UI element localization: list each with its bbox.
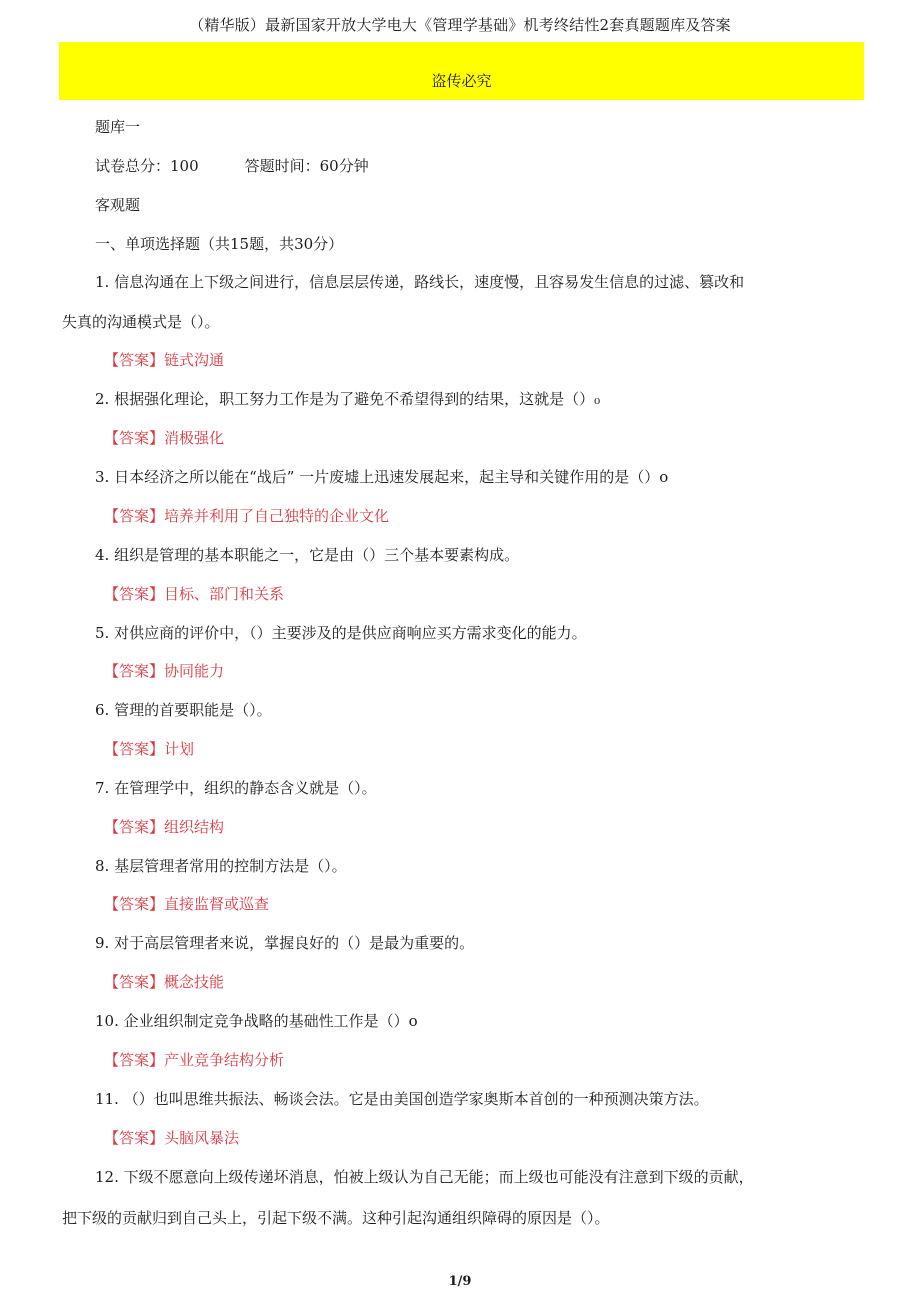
question-9: 9. 对于高层管理者来说，掌握良好的（）是最为重要的。 [95,934,475,952]
question-10: 10. 企业组织制定竞争战略的基础性工作是（）o [95,1012,418,1030]
question-6: 6. 管理的首要职能是（）。 [95,701,272,719]
answer-11: 【答案】头脑风暴法 [104,1129,240,1147]
total-score: 试卷总分：100 [95,157,199,175]
document-header-title: （精华版）最新国家开放大学电大《管理学基础》机考终结性2套真题题库及答案 [189,16,731,34]
answer-1: 【答案】链式沟通 [104,351,225,369]
question-7: 7. 在管理学中，组织的静态含义就是（）。 [95,779,377,797]
answer-7: 【答案】组织结构 [104,818,225,836]
answer-3: 【答案】培养并利用了自己独特的企业文化 [104,507,390,525]
answer-4: 【答案】目标、部门和关系 [104,585,285,603]
answer-9: 【答案】概念技能 [104,973,225,991]
copyright-banner [59,42,864,100]
question-5: 5. 对供应商的评价中，（）主要涉及的是供应商响应买方需求变化的能力。 [95,624,587,642]
question-12-line-1: 12. 下级不愿意向上级传递坏消息，怕被上级认为自己无能；而上级也可能没有注意到下级的贡献， [95,1168,754,1186]
answer-10: 【答案】产业竞争结构分析 [104,1051,285,1069]
question-bank-title: 题库一 [95,118,141,136]
exam-info [95,155,369,176]
exam-time: 答题时间：60分钟 [244,157,369,175]
answer-6: 【答案】计划 [104,740,195,758]
question-4: 4. 组织是管理的基本职能之一，它是由（）三个基本要素构成。 [95,546,520,564]
section-title: 一、单项选择题（共15题，共30分） [95,235,344,253]
banner-text: 盗传必究 [431,72,492,90]
answer-8: 【答案】直接监督或巡查 [104,895,270,913]
question-3: 3. 日本经济之所以能在“战后” 一片废墟上迅速发展起来，起主导和关键作用的是（）o [95,468,669,486]
answer-2: 【答案】消极强化 [104,429,225,447]
question-11: 11. （）也叫思维共振法、畅谈会法。它是由美国创造学家奥斯本首创的一种预测决策方法。 [95,1090,709,1108]
section-type: 客观题 [95,196,141,214]
question-2: 2. 根据强化理论，职工努力工作是为了避免不希望得到的结果，这就是（）₀ [95,390,601,408]
question-8: 8. 基层管理者常用的控制方法是（）。 [95,857,347,875]
question-1-line-1: 1. 信息沟通在上下级之间进行，信息层层传递，路线长，速度慢，且容易发生信息的过滤、篡改和 [95,273,745,291]
page-number: 1/9 [448,1274,472,1289]
question-1-line-2: 失真的沟通模式是（）。 [62,313,220,331]
answer-5: 【答案】协同能力 [104,662,225,680]
question-12-line-2: 把下级的贡献归到自己头上，引起下级不满。这种引起沟通组织障碍的原因是（）。 [62,1209,610,1227]
